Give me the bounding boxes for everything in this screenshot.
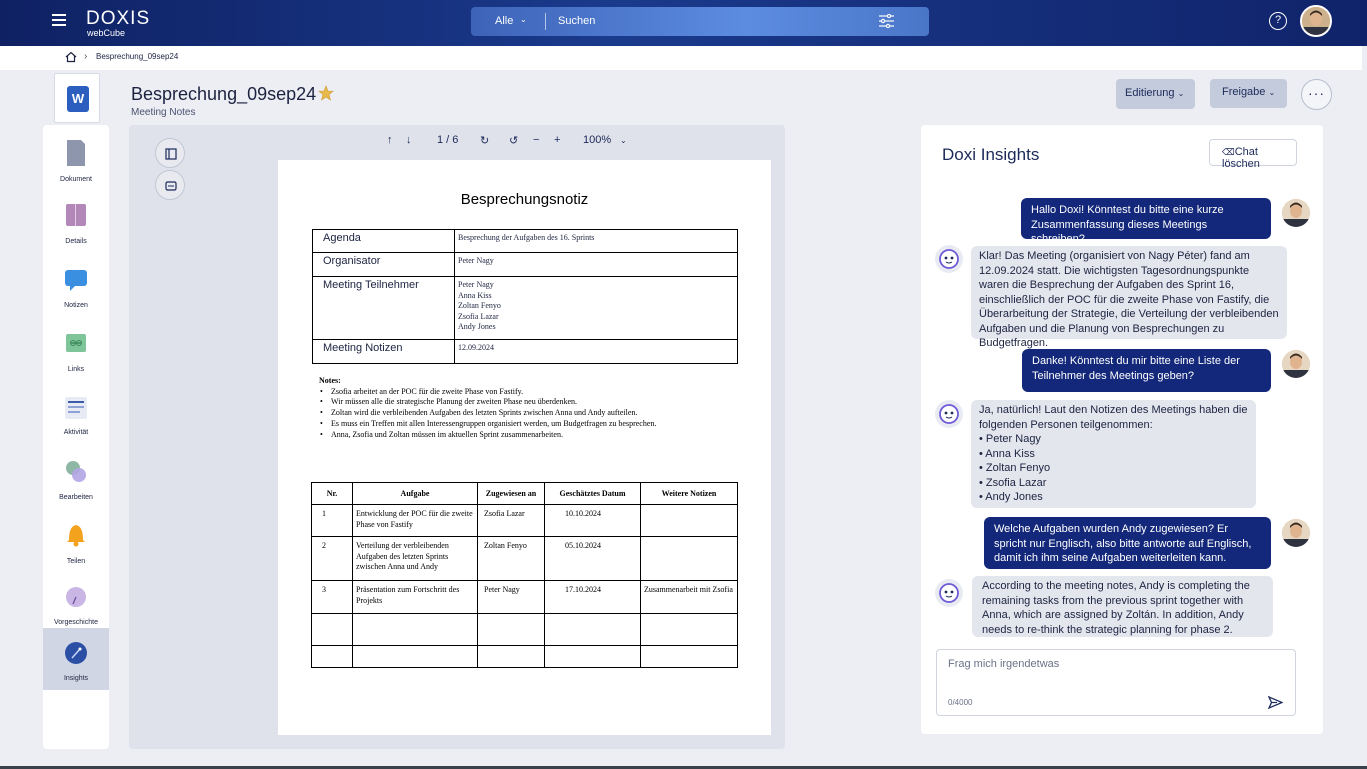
sidebar-item-document[interactable] bbox=[43, 130, 109, 192]
history-icon bbox=[65, 583, 87, 609]
table-row bbox=[312, 537, 738, 581]
chevron-down-icon[interactable]: ⌄ bbox=[520, 15, 527, 24]
more-options-button[interactable]: ··· bbox=[1301, 79, 1332, 110]
list-item: • Zsofia arbeitet an der POC für die zweite Phase von Fastify. bbox=[319, 387, 656, 398]
sidebar-item-history[interactable] bbox=[43, 573, 109, 635]
sidebar-panel-icon bbox=[156, 139, 186, 169]
page-title: Besprechung_09sep24 bbox=[131, 84, 317, 104]
notes-icon bbox=[65, 266, 87, 292]
scrollbar[interactable] bbox=[1362, 46, 1367, 769]
search-bar[interactable] bbox=[471, 7, 929, 36]
table-row bbox=[312, 646, 738, 668]
chat-message-user: Welche Aufgaben wurden Andy zugewiesen? Er spricht nur Englisch, also bitte antworte auf Englisch, damit ich ihm seine Aufgaben weiterleiten kann. bbox=[984, 517, 1271, 569]
divider bbox=[545, 13, 546, 30]
top-bar bbox=[0, 0, 1367, 46]
sidebar-item-edit[interactable] bbox=[43, 448, 109, 510]
edit-label: Editierung bbox=[1125, 87, 1175, 99]
file-type-tile bbox=[54, 73, 100, 123]
sidebar-item-details[interactable] bbox=[43, 192, 109, 254]
table-cell: Zusammenarbeit mit Zsofia bbox=[641, 581, 738, 614]
word-file-icon: W bbox=[67, 86, 89, 112]
activity-icon bbox=[65, 393, 87, 419]
clear-chat-label: Chat löschen bbox=[1222, 146, 1260, 170]
sidebar-item-label: Vorgeschichte bbox=[54, 619, 98, 626]
user-portrait-icon bbox=[1302, 7, 1330, 35]
thumbnail-toggle[interactable] bbox=[155, 138, 185, 168]
participant: Zsofia Lazar bbox=[458, 311, 499, 321]
table-cell: 3 bbox=[312, 581, 353, 614]
sidebar-item-label: Insights bbox=[63, 675, 89, 682]
chevron-down-icon: ⌄ bbox=[1268, 88, 1276, 97]
table-cell: Besprechung der Aufgaben des 16. Sprints bbox=[455, 230, 738, 253]
comment-icon bbox=[156, 171, 186, 201]
participant: Zoltan Fenyo bbox=[458, 301, 501, 310]
user-avatar bbox=[1282, 199, 1310, 227]
meeting-info-table bbox=[312, 229, 738, 364]
sidebar-item-label: Links bbox=[67, 366, 85, 373]
clear-chat-button[interactable] bbox=[1209, 139, 1297, 170]
avatar[interactable] bbox=[1300, 5, 1332, 37]
table-cell: Organisator bbox=[313, 253, 455, 277]
links-icon bbox=[65, 330, 87, 356]
arrow-up-icon[interactable]: ↑ bbox=[387, 134, 393, 146]
rotate-right-icon[interactable]: ↻ bbox=[480, 135, 490, 147]
document-type: Meeting Notes bbox=[131, 107, 196, 118]
chat-input-placeholder[interactable]: Frag mich irgendetwas bbox=[948, 658, 1060, 670]
table-cell: 2 bbox=[312, 537, 353, 581]
participant: Andy Jones bbox=[458, 322, 496, 331]
page-indicator[interactable]: 1 / 6 bbox=[437, 134, 459, 146]
search-input[interactable]: Suchen bbox=[558, 15, 596, 27]
chat-message-user: Hallo Doxi! Könntest du bitte eine kurze Zusammenfassung dieses Meetings schreiben? bbox=[1021, 198, 1271, 239]
table-cell: Agenda bbox=[313, 230, 455, 253]
list-item: • Es muss ein Treffen mit allen Interessengruppen organisiert werden, um Budgetfragen zu besprechen. bbox=[319, 419, 656, 430]
sidebar-item-label: Bearbeiten bbox=[59, 494, 93, 501]
table-row bbox=[312, 614, 738, 646]
bell-icon bbox=[65, 522, 87, 548]
breadcrumb bbox=[0, 46, 1367, 70]
participant: Peter Nagy bbox=[458, 280, 494, 289]
arrow-down-icon[interactable]: ↓ bbox=[406, 134, 412, 146]
sidebar-item-activity[interactable] bbox=[43, 383, 109, 445]
zoom-in-icon[interactable]: + bbox=[554, 134, 561, 146]
details-icon bbox=[65, 202, 87, 228]
sidebar-item-notes[interactable] bbox=[43, 256, 109, 318]
table-cell bbox=[641, 505, 738, 537]
column-header: Nr. bbox=[312, 483, 353, 505]
robot-icon bbox=[935, 400, 963, 428]
table-cell: Entwicklung der POC für die zweite Phase von Fastify bbox=[353, 505, 478, 537]
sidebar-item-label: Details bbox=[65, 238, 87, 245]
chat-input[interactable] bbox=[936, 649, 1296, 716]
edit-mode-button[interactable] bbox=[1116, 79, 1195, 109]
document-page bbox=[278, 160, 771, 735]
logo-sub: webCube bbox=[87, 28, 126, 38]
share-label: Freigabe bbox=[1222, 86, 1266, 98]
table-cell: Präsentation zum Fortschritt des Projekts bbox=[353, 581, 478, 614]
home-icon[interactable] bbox=[65, 51, 77, 63]
table-row bbox=[312, 505, 738, 537]
user-portrait-icon bbox=[1282, 519, 1310, 547]
logo[interactable] bbox=[86, 10, 150, 38]
star-icon[interactable] bbox=[318, 85, 334, 101]
column-header: Geschätztes Datum bbox=[545, 483, 641, 505]
chat-message-bot: Ja, natürlich! Laut den Notizen des Meetings haben die folgenden Personen teilgenommen: • Peter Nagy • Anna Kiss • Zoltan Fenyo • Zsofia Lazar • Andy Jones bbox=[971, 400, 1256, 508]
table-cell: Peter Nagy bbox=[455, 253, 738, 277]
table-row bbox=[312, 581, 738, 614]
table-cell: 12.09.2024 bbox=[455, 340, 738, 364]
column-header: Aufgabe bbox=[353, 483, 478, 505]
chevron-right-icon: › bbox=[84, 51, 88, 62]
help-icon[interactable]: ? bbox=[1269, 12, 1287, 30]
bot-avatar bbox=[935, 400, 963, 428]
rotate-left-icon[interactable]: ↺ bbox=[509, 135, 519, 147]
logo-main: DOXIS bbox=[86, 8, 151, 29]
task-table bbox=[311, 482, 738, 668]
insights-title: Doxi Insights bbox=[942, 145, 1040, 164]
sidebar-item-share[interactable] bbox=[43, 512, 109, 574]
filter-icon[interactable] bbox=[879, 14, 894, 28]
table-cell: Verteilung der verbleibenden Aufgaben des letzten Sprints zwischen Anna und Andy bbox=[353, 537, 478, 581]
notes-section bbox=[319, 376, 656, 440]
document-heading: Besprechungsnotiz bbox=[460, 191, 589, 208]
table-cell: Zoltan Fenyo bbox=[478, 537, 545, 581]
column-header: Weitere Notizen bbox=[641, 483, 738, 505]
list-item: • Wir müssen alle die strategische Planung der zweiten Phase neu überdenken. bbox=[319, 397, 656, 408]
bot-avatar bbox=[935, 579, 963, 607]
table-cell: 05.10.2024 bbox=[545, 537, 641, 581]
user-portrait-icon bbox=[1282, 199, 1310, 227]
table-cell: Meeting Teilnehmer bbox=[313, 277, 455, 340]
edit-icon bbox=[65, 458, 87, 484]
table-cell bbox=[641, 537, 738, 581]
participant: Anna Kiss bbox=[458, 290, 492, 300]
table-cell: Zsofia Lazar bbox=[478, 505, 545, 537]
table-cell: Meeting Notizen bbox=[313, 340, 455, 364]
table-cell: 1 bbox=[312, 505, 353, 537]
robot-icon bbox=[935, 579, 963, 607]
user-avatar bbox=[1282, 519, 1310, 547]
sidebar-item-label: Dokument bbox=[60, 176, 92, 183]
chevron-down-icon: ⌄ bbox=[1177, 89, 1185, 98]
user-avatar bbox=[1282, 350, 1310, 378]
menu-icon[interactable] bbox=[52, 14, 66, 26]
chat-message-bot: Klar! Das Meeting (organisiert von Nagy Péter) fand am 12.09.2024 statt. Die wichtigsten Tagesordnungspunkte waren die Besprechung der Aufgaben des Sprint 16, einschließlich der POC für die zweite Phase von Fastify, die Überarbeitung der Strategie, die Verteilung der verbleibenden Aufgaben und die Planung von Besprechungen zu Budgetfragen. bbox=[971, 246, 1287, 339]
list-item: • Anna, Zsofia und Zoltan müssen im aktuellen Sprint zusammenarbeiten. bbox=[319, 430, 656, 441]
character-count: 0/4000 bbox=[948, 698, 973, 707]
document-icon bbox=[65, 140, 87, 166]
broom-icon: ⌫ bbox=[1222, 147, 1235, 157]
search-scope[interactable]: Alle bbox=[495, 15, 514, 27]
sidebar-item-label: Teilen bbox=[66, 558, 86, 565]
table-cell bbox=[455, 277, 738, 340]
breadcrumb-item[interactable]: Besprechung_09sep24 bbox=[96, 52, 179, 61]
table-cell: Peter Nagy bbox=[478, 581, 545, 614]
insights-icon bbox=[65, 640, 87, 666]
notes-title: Notes: bbox=[319, 376, 341, 385]
list-item: • Zoltan wird die verbleibenden Aufgaben des letzten Sprints zwischen Anna und Andy aufteilen. bbox=[319, 408, 656, 419]
sidebar-item-label: Aktivität bbox=[63, 429, 89, 436]
column-header: Zugewiesen an bbox=[478, 483, 545, 505]
zoom-level[interactable]: 100% bbox=[583, 134, 612, 146]
share-button[interactable] bbox=[1210, 79, 1287, 108]
robot-icon bbox=[935, 245, 963, 273]
chat-message-user: Danke! Könntest du mir bitte eine Liste der Teilnehmer des Meetings geben? bbox=[1022, 349, 1271, 392]
chat-message-bot: According to the meeting notes, Andy is completing the remaining tasks from the previous sprint together with Anna, which are assigned by Zoltán. In addition, Andy needs to re-think the strategic planning for phase 2. bbox=[972, 576, 1273, 637]
chevron-down-icon[interactable]: ⌄ bbox=[620, 136, 627, 145]
send-icon[interactable] bbox=[1268, 695, 1283, 710]
sidebar-item-label: Notizen bbox=[64, 302, 88, 309]
side-navigation bbox=[43, 125, 109, 749]
user-portrait-icon bbox=[1282, 350, 1310, 378]
sidebar-item-links[interactable] bbox=[43, 320, 109, 382]
table-cell: 10.10.2024 bbox=[545, 505, 641, 537]
table-cell: 17.10.2024 bbox=[545, 581, 641, 614]
bot-avatar bbox=[935, 245, 963, 273]
annotation-toggle[interactable] bbox=[155, 170, 185, 200]
sidebar-item-insights[interactable] bbox=[43, 628, 109, 690]
zoom-out-icon[interactable]: − bbox=[533, 134, 540, 146]
